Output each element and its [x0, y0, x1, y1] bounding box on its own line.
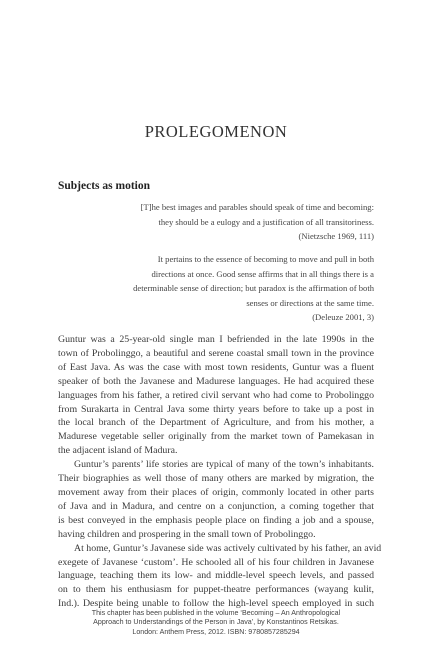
chapter-title: PROLEGOMENON [144, 122, 288, 141]
body-text [58, 333, 382, 611]
epigraph-citation: (Deleuze 2001, 3) [312, 312, 374, 322]
footer-line: London: Anthem Press, 2012. ISBN: 9780857285294 [132, 627, 300, 636]
body-line: language, teaching them its low- and middle-level speech levels, and passed [58, 570, 374, 582]
body-line: At home, Guntur’s Javanese side was actively cultivated by his father, an avid [74, 542, 382, 554]
body-line: the adjacent island of Madura. [58, 445, 178, 457]
epigraph-line: [T]he best images and parables should speak of time and becoming: [140, 202, 374, 212]
body-line: Guntur was a 25-year-old single man I befriended in the late 1990s in the [58, 334, 374, 345]
footer-line: This chapter has been published in the volume ‘Becoming – An Anthropological [91, 609, 341, 617]
body-line: movement away from their places of origin, commonly located in other parts [58, 486, 374, 498]
epigraph-nietzsche [84, 200, 374, 244]
body-line: exegete of Javanese ‘custom’. He schooled all of his four children in Javanese [58, 556, 374, 568]
body-line: languages from his father, a retired civil servant who had come to Probolinggo [58, 389, 374, 401]
epigraph-deleuze [74, 252, 374, 325]
section-heading: Subjects as motion [58, 180, 151, 192]
body-line: is best conveyed in the emphasis people place on finding a job and a spouse, [58, 514, 374, 526]
body-line: Madurese vegetable seller originally from the market town of Pamekasan in [58, 431, 374, 443]
body-line: from Surakarta in Central Java some thirty years before to take up a post in [58, 403, 374, 415]
body-line: on to them his enthusiasm for puppet-theatre performances (wayang kulit, [58, 584, 374, 596]
paragraph-3 [58, 542, 382, 612]
epigraph-line: directions at once. Good sense affirms that in all things there is a [151, 268, 374, 279]
epigraph-line: senses or directions at the same time. [246, 297, 374, 308]
epigraph-line: It pertains to the essence of becoming to move and pull in both [157, 254, 374, 264]
footer-line: Approach to Understandings of the Person in Java’, by Konstantinos Retsikas. [93, 618, 339, 627]
body-line: Their biographies as well those of many others are marked by migration, the [58, 473, 374, 485]
body-line: town of Probolinggo, a beautiful and serene coastal small town in the province [58, 347, 374, 359]
body-line: Ind.). Despite being unable to follow the high-level speech employed in such [58, 598, 374, 610]
paragraph-1 [58, 333, 374, 458]
epigraph-line: they should be a eulogy and a justification of all transitoriness. [158, 216, 374, 227]
epigraph-citation: (Nietzsche 1969, 111) [298, 231, 374, 241]
body-line: of East Java. As was the case with most town residents, Guntur was a fluent [58, 361, 374, 373]
paragraph-2 [58, 458, 374, 541]
body-line: having children and prospering in the small town of Probolinggo. [58, 528, 316, 540]
body-line: the local branch of the Department of Agriculture, and from his mother, a [58, 417, 374, 429]
publication-footer [0, 609, 432, 637]
body-line: speaker of both the Javanese and Madurese languages. He had acquired these [58, 375, 374, 387]
body-line: of Java and in Madura, and centre on a conjunction, a coming together that [58, 500, 374, 512]
body-line: Guntur’s parents’ life stories are typical of many of the town’s inhabitants. [74, 459, 374, 471]
epigraph-line: determinable sense of direction; but paradox is the affirmation of both [133, 283, 374, 293]
